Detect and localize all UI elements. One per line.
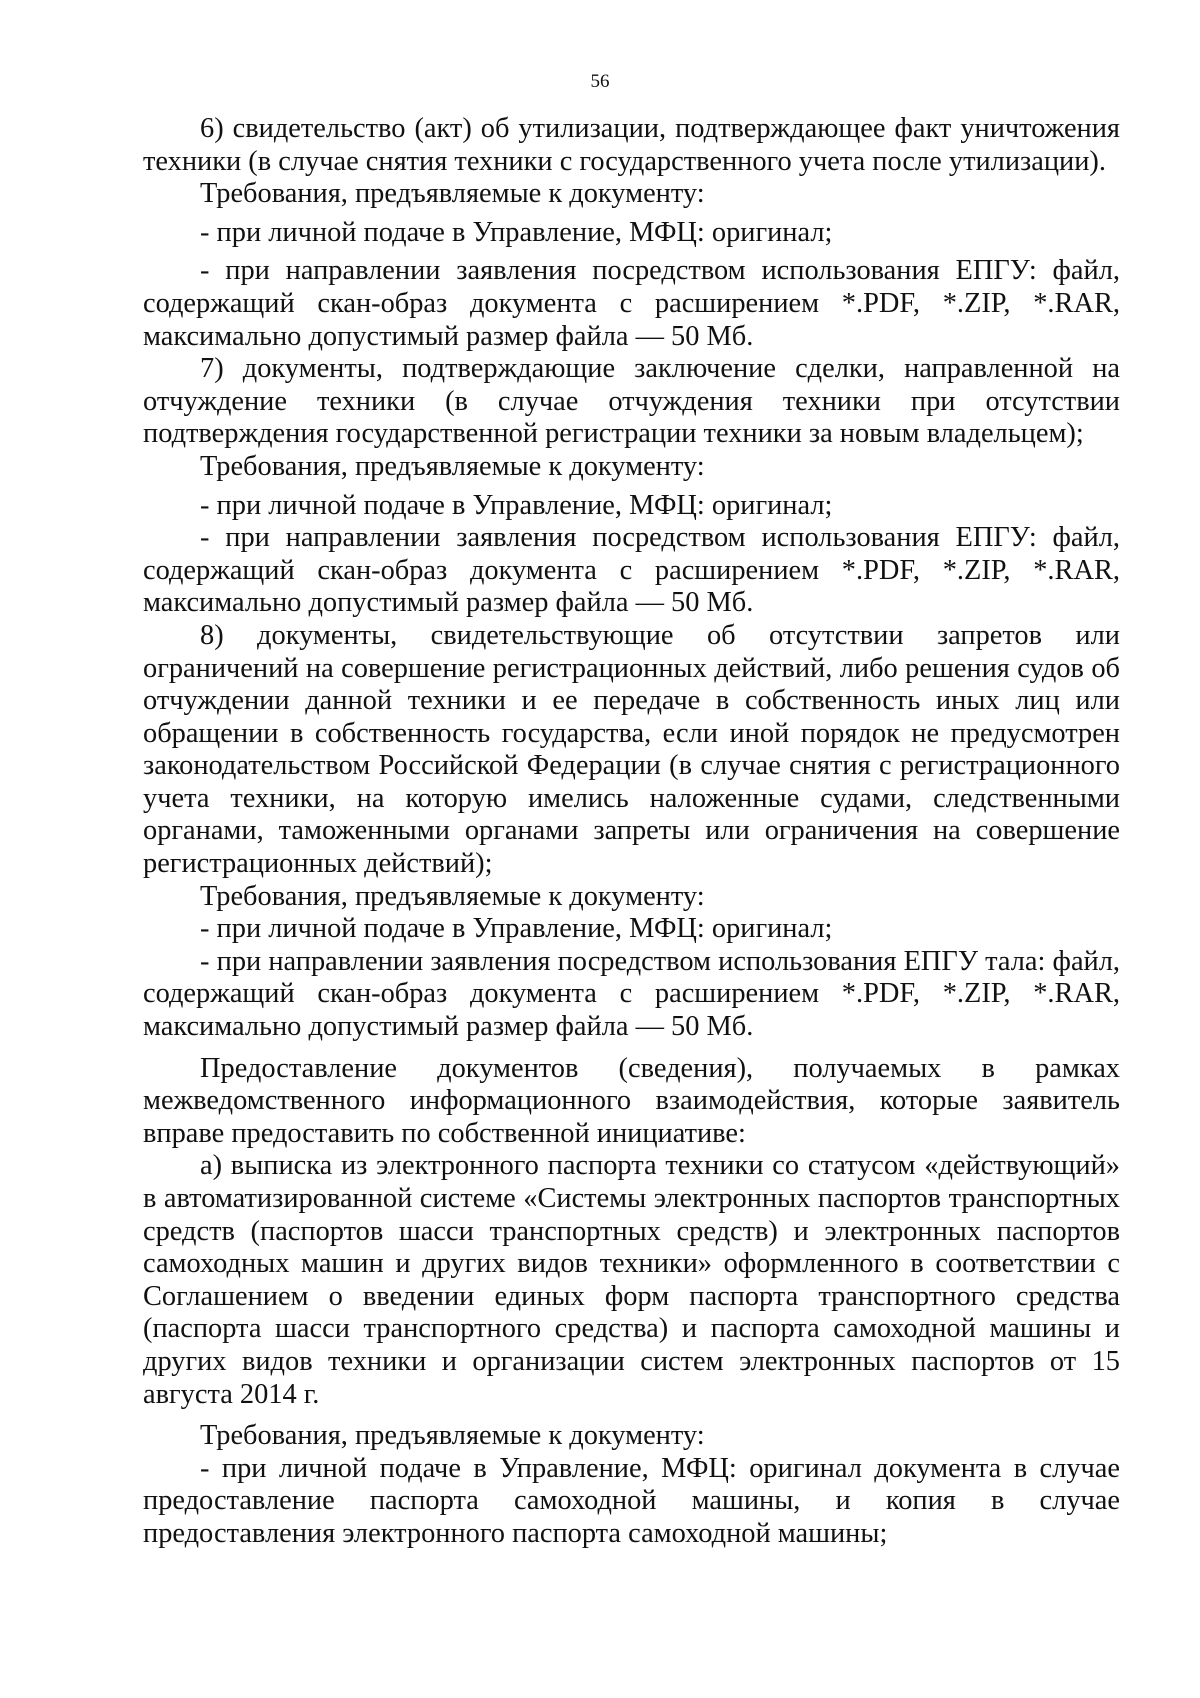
paragraph-requirement-in-person-copy: - при личной подаче в Управление, МФЦ: оригинал документа в случае предоставление паспорта самоходной машины, и копия в случае предоставления электронного паспорта самоходной машины; <box>143 1452 1120 1549</box>
paragraph-requirement-epgu: - при направлении заявления посредством использования ЕПГУ: файл, содержащий скан-образ документа с расширением *.PDF, *.ZIP, *.RAR, максимально допустимый размер файла — 50 Мб. <box>143 522 1120 619</box>
paragraph-requirement-in-person: - при личной подаче в Управление, МФЦ: оригинал; <box>200 216 833 248</box>
paragraph-requirement-in-person: - при личной подаче в Управление, МФЦ: оригинал; <box>200 489 833 521</box>
document-body <box>143 113 1120 1551</box>
paragraph-interagency-documents: Предоставление документов (сведения), получаемых в рамках межведомственного информационного взаимодействия, которые заявитель вправе предоставить по собственной инициативе: <box>143 1052 1120 1149</box>
paragraph-requirements-heading: Требования, предъявляемые к документу: <box>200 880 705 912</box>
paragraph-item-8: 8) документы, свидетельствующие об отсутствии запретов или ограничений на совершение регистрационных действий, либо решения судов об отчуждении данной техники и ее передаче в собственность иных лиц или обращении в собственность государства, если иной порядок не предусмотрен законодательством Российской Федерации (в случае снятия с регистрационного учета техники, на которую имелись наложенные судами, следственными органами, таможенными органами запреты или ограничения на совершение регистрационных действий); <box>143 619 1120 880</box>
paragraph-item-6: 6) свидетельство (акт) об утилизации, подтверждающее факт уничтожения техники (в случае снятия техники с государственного учета после утилизации). <box>143 113 1120 177</box>
paragraph-requirements-heading: Требования, предъявляемые к документу: <box>200 178 705 210</box>
paragraph-requirement-in-person: - при личной подаче в Управление, МФЦ: оригинал; <box>200 913 833 945</box>
paragraph-requirements-heading: Требования, предъявляемые к документу: <box>200 1420 705 1452</box>
paragraph-item-7: 7) документы, подтверждающие заключение сделки, направленной на отчуждение техники (в случае отчуждения техники при отсутствии подтверждения государственной регистрации техники за новым владельцем); <box>143 353 1120 450</box>
paragraph-requirements-heading: Требования, предъявляемые к документу: <box>200 450 705 482</box>
paragraph-requirement-epgu: - при направлении заявления посредством использования ЕПГУ: файл, содержащий скан-образ документа с расширением *.PDF, *.ZIP, *.RAR, максимально допустимый размер файла — 50 Мб. <box>143 255 1120 352</box>
paragraph-item-a: а) выписка из электронного паспорта техники со статусом «действующий» в автоматизированной системе «Системы электронных паспортов транспортных средств (паспортов шасси транспортных средств) и электронных паспортов самоходных машин и других видов техники» оформленного в соответствии с Соглашением о введении единых форм паспорта транспортного средства (паспорта шасси транспортного средства) и паспорта самоходной машины и других видов техники и организации систем электронных паспортов от 15 августа 2014 г. <box>143 1150 1120 1410</box>
paragraph-requirement-epgu: - при направлении заявления посредством использования ЕПГУ тала: файл, содержащий скан-образ документа с расширением *.PDF, *.ZIP, *.RAR, максимально допустимый размер файла — 50 Мб. <box>143 945 1120 1043</box>
page-number: 56 <box>590 71 610 92</box>
